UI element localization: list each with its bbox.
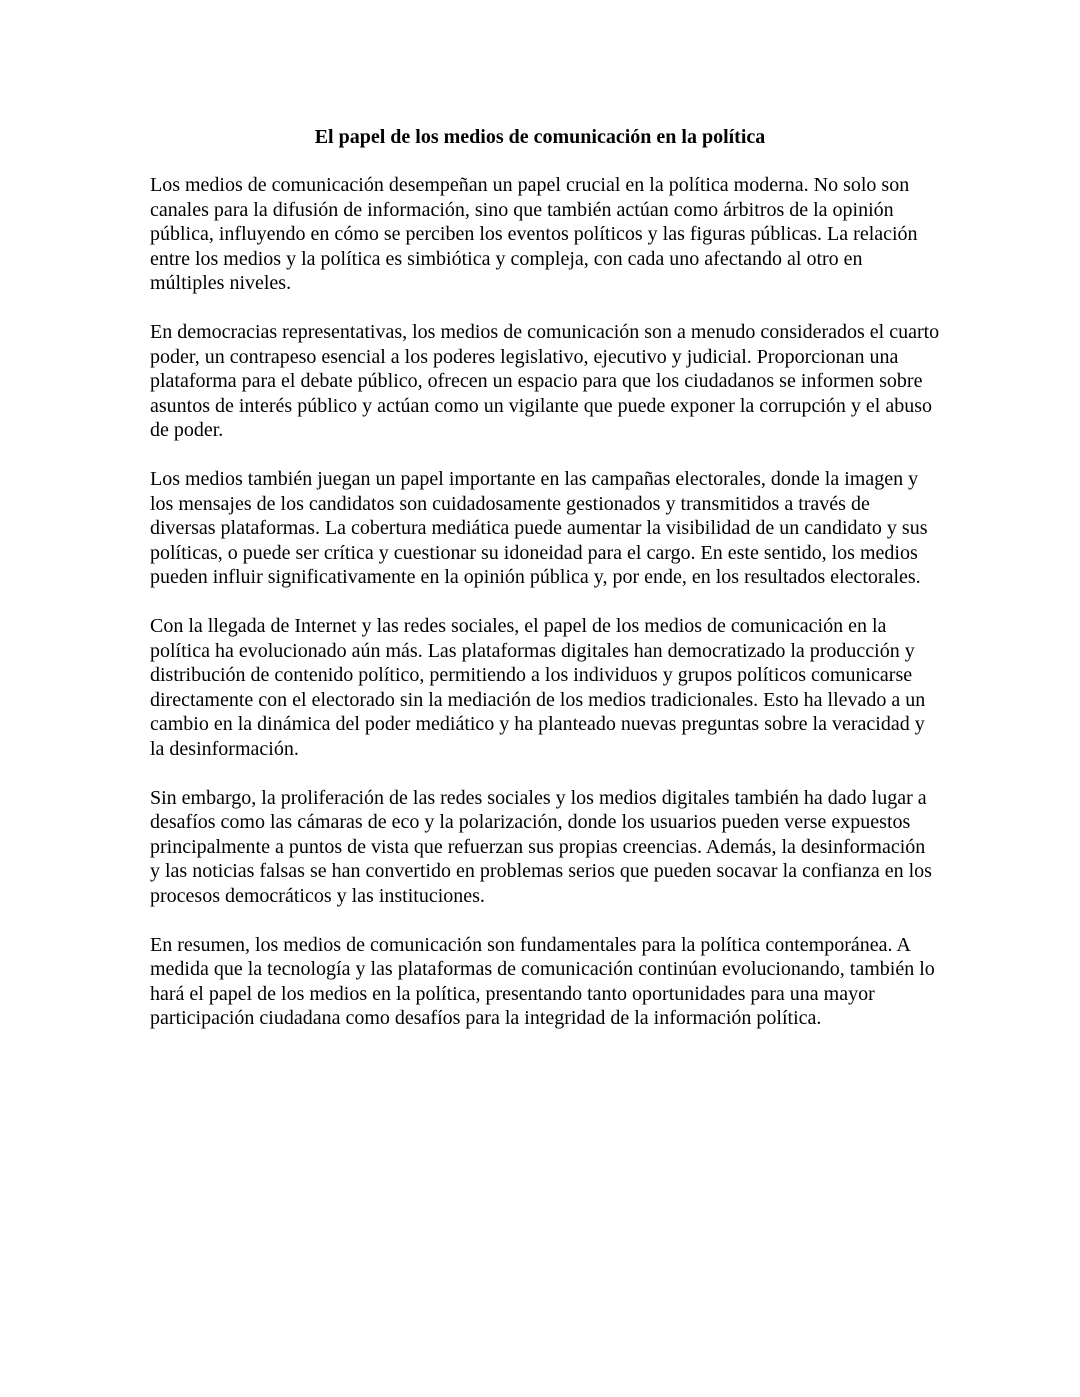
- paragraph-1: Los medios de comunicación desempeñan un papel crucial en la política moderna. No solo son canales para la difusión de información, sino que también actúan como árbitros de la opinión pública, influyendo en cómo se perciben los eventos políticos y las figuras públicas. La relación entre los medios y la política es simbiótica y compleja, con cada uno afectando al otro en múltiples niveles.: [150, 174, 918, 294]
- paragraph-4: Con la llegada de Internet y las redes sociales, el papel de los medios de comunicación en la política ha evolucionado aún más. Las plataformas digitales han democratizado la producción y distribución de contenido político, permitiendo a los individuos y grupos políticos comunicarse directamente con el electorado sin la mediación de los medios tradicionales. Esto ha llevado a un cambio en la dinámica del poder mediático y ha planteado nuevas preguntas sobre la veracidad y la desinformación.: [150, 615, 926, 760]
- paragraph-2: En democracias representativas, los medios de comunicación son a menudo considerados el cuarto poder, un contrapeso esencial a los poderes legislativo, ejecutivo y judicial. Proporcionan una plataforma para el debate público, ofrecen un espacio para que los ciudadanos se informen sobre asuntos de interés público y actúan como un vigilante que puede exponer la corrupción y el abuso de poder.: [150, 321, 940, 441]
- document-body: [150, 173, 940, 1055]
- paragraph-3: Los medios también juegan un papel importante en las campañas electorales, donde la imagen y los mensajes de los candidatos son cuidadosamente gestionados y transmitidos a través de diversas plataformas. La cobertura mediática puede aumentar la visibilidad de un candidato y sus políticas, o puede ser crítica y cuestionar su idoneidad para el cargo. En este sentido, los medios pueden influir significativamente en la opinión pública y, por ende, en los resultados electorales.: [150, 468, 928, 588]
- paragraph-5: Sin embargo, la proliferación de las redes sociales y los medios digitales también ha dado lugar a desafíos como las cámaras de eco y la polarización, donde los usuarios pueden verse expuestos principalmente a puntos de vista que refuerzan sus propias creencias. Además, la desinformación y las noticias falsas se han convertido en problemas serios que pueden socavar la confianza en los procesos democráticos y las instituciones.: [150, 786, 932, 907]
- paragraph-6: En resumen, los medios de comunicación son fundamentales para la política contemporánea. A medida que la tecnología y las plataformas de comunicación continúan evolucionando, también lo hará el papel de los medios en la política, presentando tanto oportunidades para una mayor participación ciudadana como desafíos para la integridad de la información política.: [150, 933, 935, 1029]
- document-title: El papel de los medios de comunicación en la política: [314, 126, 766, 148]
